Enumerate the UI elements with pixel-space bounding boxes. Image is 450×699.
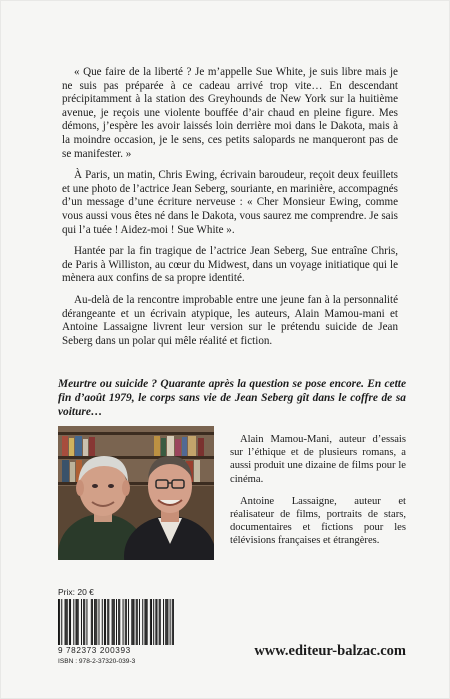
price: Prix: 20 € [58,587,94,597]
authors-bio [230,433,406,557]
authors-photo [58,426,214,560]
teaser: Meurtre ou suicide ? Quarante après la question se pose encore. En cette fin d’août 1979, le corps sans vie de Jean Seberg gît dans le coffre de sa voiture… [58,378,406,418]
barcode-digits: 9 782373 200393 [58,646,131,655]
authors-photo-image [58,426,214,560]
barcode-block [58,599,178,665]
bio-antoine-lassaigne: Antoine Lassaigne, auteur et réalisateur de films, portraits de stars, documentaires et fictions pour les télévisions françaises et étrangères. [230,495,406,547]
blurb-paragraph-3: Hantée par la fin tragique de l’actrice Jean Seberg, Sue entraîne Chris, de Paris à Williston, au cœur du Midwest, dans un voyage initiatique qui le mènera aux confins de sa propre identité. [62,245,398,285]
blurb-paragraph-4: Au-delà de la rencontre improbable entre une jeune fan à la personnalité dérangeante et un écrivain atypique, les auteurs, Alain Mamou-mani et Antoine Lassaigne livrent leur version sur le prétendu suicide de Jean Seberg dans un polar qui mêle réalité et fiction. [62,293,398,347]
isbn: ISBN : 978-2-37320-039-3 [58,658,136,665]
bio-alain-mamou-mani: Alain Mamou-Mani, auteur d’essais sur l’éthique et de plusieurs romans, a aussi produit une dizaine de films pour le cinéma. [230,434,406,485]
barcode-icon [58,599,174,645]
blurb [62,66,398,356]
publisher-website: www.editeur-balzac.com [254,643,406,659]
blurb-paragraph-1: « Que faire de la liberté ? Je m’appelle Sue White, je suis libre mais je ne suis pas préparée à ce cadeau arrivé trop vite… En descendant précipitamment à la station des Greyhounds de New York sur la huitième avenue, je reçois une violente bouffée d’air chaud en pleine figure. Mes démons, j’espère les avoir laissés loin derrière moi dans le Dakota, mais à la moindre occasion, je le sens, ces petits salopards ne manqueront pas de se manifester. » [62,66,398,160]
blurb-paragraph-2: À Paris, un matin, Chris Ewing, écrivain baroudeur, reçoit deux feuillets et une photo de l’actrice Jean Seberg, souriante, en marinière, accompagnés d’un message d’une écriture nerveuse : « Cher Monsieur Ewing, comme vous aussi vous êtes né dans le Dakota, vous saurez me comprendre. Je sais qui l’a tuée ! Aidez-moi ! Sue White ». [62,169,398,236]
